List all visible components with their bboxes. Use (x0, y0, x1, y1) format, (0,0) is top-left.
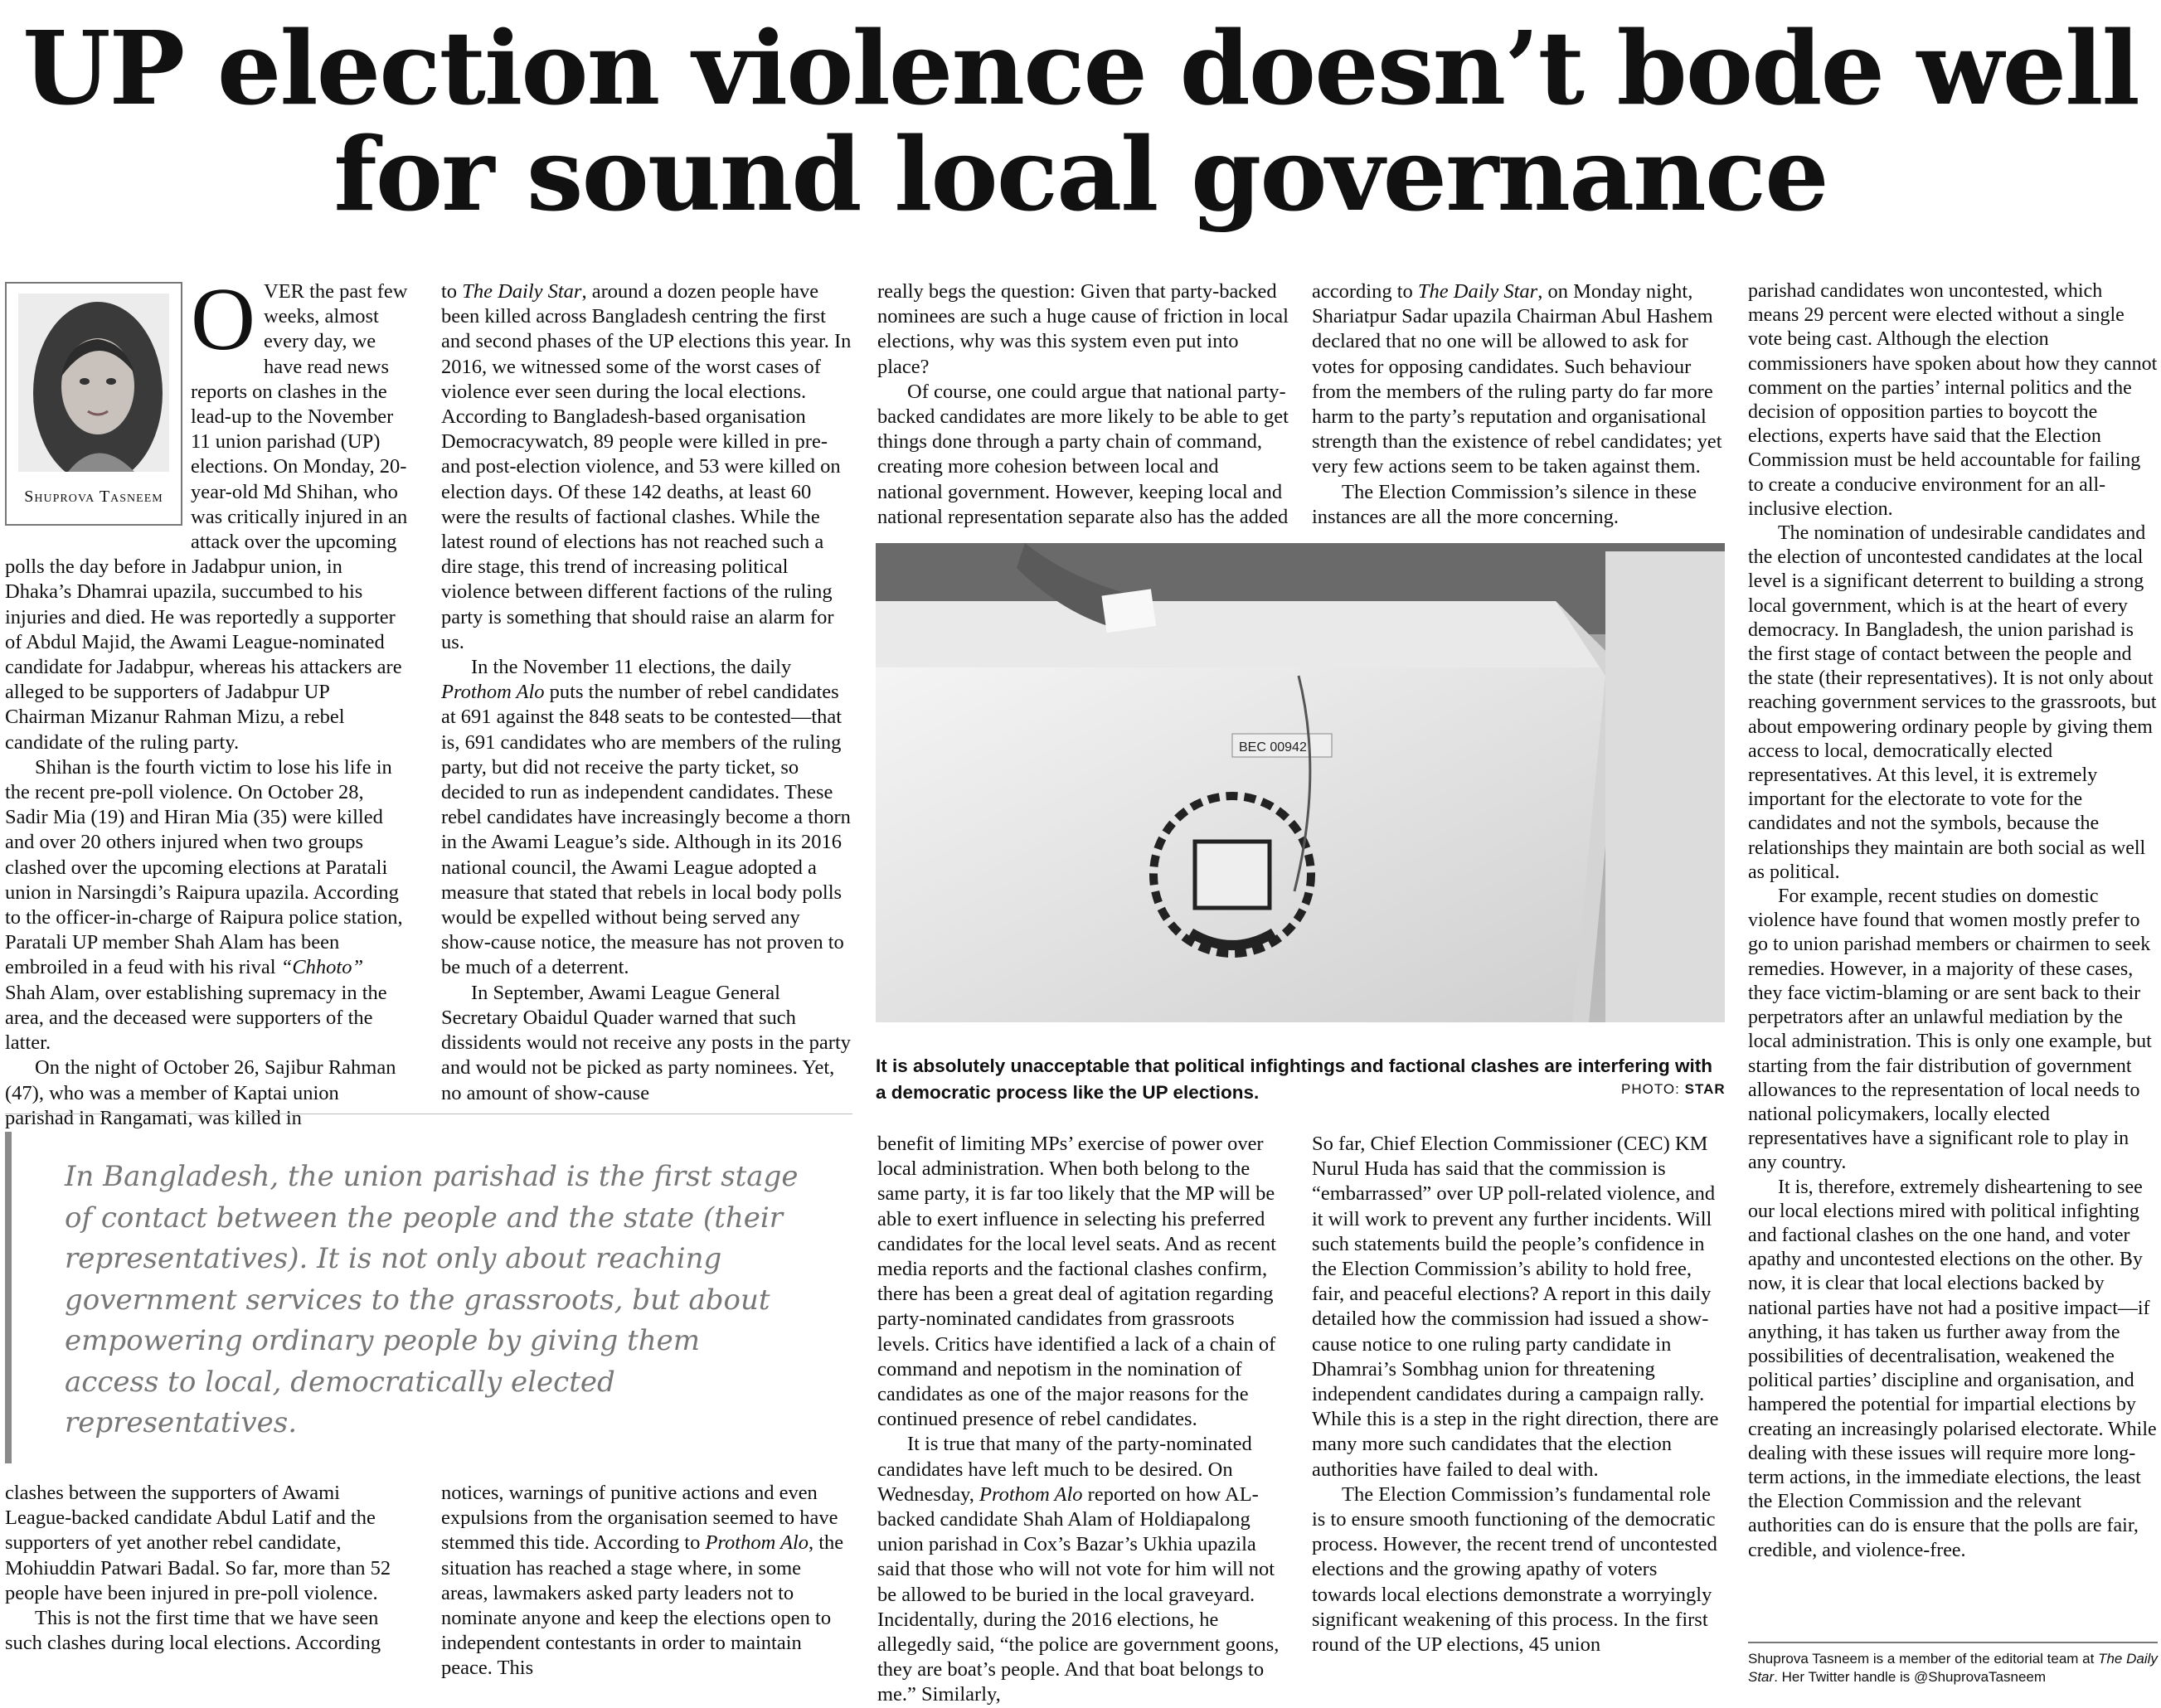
column-4-paragraph: So far, Chief Election Commissioner (CEC) KM Nurul Huda has said that the commission is “embarrassed” over UP poll-related violence, and it will work to prevent any further incidents. Will such statements build the people’s confidence in the Election Commission’s ability to hold free, fair, and peaceful elections? A report in this daily detailed how the commission had issued a show-cause notice to one ruling party candidate in Dhamrai’s Sombhag union for threatening independent candidates during a campaign rally. While this is a step in the right direction, there are many more such candidates that the election authorities have failed to deal with. (1312, 1133, 1719, 1481)
ballot-box-photo (876, 543, 1725, 1022)
column-2-paragraph: to The Daily Star, around a dozen people have been killed across Bangladesh centring the first and second phases of the UP elections this year. In 2016, we witnessed some of the worst cases of violence ever seen during the local elections. According to Bangladesh-based organisation Democracywatch, 89 people were killed in pre- and post-election violence, and 53 were killed on election days. Of these 142 deaths, at least 60 were the results of factional clashes. While the latest round of elections has not reached such a dire stage, this trend of increasing political violence between different factions of the ruling party is something that should raise an alarm for us. (441, 280, 852, 653)
column-3-paragraph: really begs the question: Given that party-backed nominees are such a huge cause of friction in local elections, why was this system even put into place? (877, 280, 1289, 378)
column-4-top (1312, 279, 1723, 530)
headline (0, 8, 2161, 234)
column-5-paragraph: For example, recent studies on domestic violence have found that women mostly prefer to go to union parishad members or chairmen to seek remedies. However, in a majority of these cases, they face victim-blaming or are sent back to their perpetrators after an unlawful mediation by the local administration. This is only one example, but starting from the fair distribution of government allowances to the representation of local needs to national policymakers, locally elected representatives have a significant role to play in any country. (1748, 886, 2152, 1174)
column-1-bottom (5, 1481, 408, 1656)
photo-credit: PHOTO: STAR (1621, 1081, 1726, 1097)
column-2-top (441, 279, 852, 1106)
column-2-paragraph: In the November 11 elections, the daily Prothom Alo puts the number of rebel candidates at 691 against the 848 seats to be contested—that is, 691 candidates who are members of the ruling party, but did not receive the party ticket, so decided to run as independent candidates. These rebel candidates have increasingly become a thorn in the Awami League’s side. Although in its 2016 national council, the Awami League adopted a measure that stated that rebels in local body polls would be expelled without being served any show-cause notice, the measure has not proven to be much of a deterrent. (441, 656, 851, 979)
ballot-box-illustration (876, 543, 1725, 1022)
column-2-paragraph: In September, Awami League General Secretary Obaidul Quader warned that such dissidents would not receive any posts in the party and would not be picked as party nominees. Yet, no amount of show-cause (441, 981, 851, 1104)
headline-line-2: for sound local governance (333, 114, 1828, 234)
box-serial-label: BEC 00942 (1239, 740, 1307, 755)
dropcap: O (191, 270, 255, 369)
column-4-paragraph: The Election Commission’s fundamental role is to ensure smooth functioning of the democratic process. However, the recent trend of uncontested elections and the growing apathy of voters towards local elections demonstrate a worryingly significant weakening of this process. In the first round of the UP elections, 45 union (1312, 1482, 1717, 1657)
column-1-paragraph: This is not the first time that we have seen such clashes during local elections. According (5, 1607, 381, 1655)
author-box-spacer (5, 279, 191, 532)
author-bio: Shuprova Tasneem is a member of the editorial team at The Daily Star. Her Twitter handle is @ShuprovaTasneem (1748, 1642, 2158, 1686)
column-4-paragraph: according to The Daily Star, on Monday night, Shariatpur Sadar upazila Chairman Abul Hashem declared that no one will be allowed to ask for votes for opposing candidates. Such behaviour from the members of the ruling party do far more harm to the party’s reputation and organisational strength than the existence of rebel candidates; yet very few actions seem to be taken against them. (1312, 280, 1722, 478)
column-3-paragraph: Of course, one could argue that national party-backed candidates are more likely to be able to get things done through a party chain of command, creating more cohesion between local and national government. However, keeping local and national representation separate also has the added (877, 380, 1289, 528)
column-3-top (877, 279, 1289, 530)
column-1-top (5, 270, 408, 1131)
column-5 (1748, 279, 2158, 1563)
column-1-paragraph: Shihan is the fourth victim to lose his life in the recent pre-poll violence. On October 28, Sadir Mia (19) and Hiran Mia (35) were killed and over 20 others injured when two groups clashed over the upcoming elections at Paratali union in Narsingdi’s Raipura upazila. According to the officer-in-charge of Raipura police station, Paratali UP member Shah Alam has been embroiled in a feud with his rival “Chhoto” Shah Alam, over establishing supremacy in the area, and the deceased were supporters of the latter. (5, 755, 403, 1055)
headline-line-1: UP election violence doesn’t bode well (22, 8, 2139, 128)
column-2-bottom (441, 1481, 852, 1681)
column-4-paragraph: The Election Commission’s silence in these instances are all the more concerning. (1312, 480, 1697, 528)
column-1-paragraph: On the night of October 26, Sajibur Rahman (47), who was a member of Kaptai union parishad in Rangamati, was killed in (5, 1056, 396, 1129)
pull-quote (5, 1132, 799, 1463)
column-2-paragraph: notices, warnings of punitive actions and even expulsions from the organisation seemed to have stemmed this tide. According to Prothom Alo, the situation has reached a stage where, in some areas, lawmakers asked party leaders not to nominate anyone and keep the elections open to independent contestants in order to maintain peace. This (441, 1482, 844, 1680)
column-5-paragraph: parishad candidates won uncontested, which means 29 percent were elected without a single vote being cast. Although the election commissioners have spoken about how they cannot comment on the parties’ internal politics and the decision of opposition parties to boycott the elections, experts have said that the Election Commission must be held accountable for failing to create a conducive environment for an all-inclusive election. (1748, 280, 2158, 520)
column-4-bottom (1312, 1132, 1723, 1657)
column-5-paragraph: It is, therefore, extremely disheartening to see our local elections mired with political infighting and factional clashes on the one hand, and voter apathy and uncontested elections on the other. By now, it is clear that local elections backed by national parties have not had a positive impact—if anything, it has taken us further away from the possibilities of decentralisation, weakened the political parties’ discipline and organisation, and hampered the potential for impartial elections by creating an increasingly polarised electorate. While dealing with these issues will require more long-term actions, in the immediate elections, the least the Election Commission and the relevant authorities can do is ensure that the polls are fair, credible, and violence-free. (1748, 1176, 2157, 1561)
pull-quote-text: In Bangladesh, the union parishad is the first stage of contact between the people and the state (their representatives). It is not only about reaching government services to the grassroots, but about empowering ordinary people by giving them access to local, democratically elected representatives. (65, 1160, 799, 1439)
column-3-paragraph: benefit of limiting MPs’ exercise of power over local administration. When both belong to the same party, it is far too likely that the MP will be able to exert influence in selecting his preferred candidates for the local level seats. And as recent media reports and the factional clashes confirm, there has been a great deal of agitation regarding party-nominated candidates from grassroots levels. Critics have identified a lack of a chain of command and nepotism in the nomination of candidates as one of the major reasons for the continued presence of rebel candidates. (877, 1133, 1276, 1431)
column-5-paragraph: The nomination of undesirable candidates and the election of uncontested candidates at the local level is a significant deterrent to building a strong local government, which is at the heart of every democracy. In Bangladesh, the union parishad is the first stage of contact between the people and the state (their representatives). It is not only about reaching government services to the grassroots, but about empowering ordinary people by giving them access to local, democratically elected representatives. At this level, it is extremely important for the electorate to vote for the candidates and not the symbols, because the relationships they maintain are both social as well as political. (1748, 522, 2157, 883)
column-1-paragraph: clashes between the supporters of Awami League-backed candidate Abdul Latif and the supporters of yet another rebel candidate, Mohiuddin Patwari Badal. So far, more than 52 people have been injured in pre-poll violence. (5, 1482, 391, 1604)
column-3-bottom (877, 1132, 1289, 1708)
column-1-lead-paragraph: OVER the past few weeks, almost every day, we have read news reports on clashes in the lead-up to the November 11 union parishad (UP) elections. On Monday, 20-year-old Md Shihan, who was critically injured in an attack over the upcoming polls the day before in Jadabpur union, in Dhaka’s Dhamrai upazila, succumbed to his injuries and died. He was reportedly a supporter of Abdul Majid, the Awami League-nominated candidate for Jadabpur, whereas his attackers are alleged to be supporters of Jadabpur UP Chairman Mizanur Rahman Mizu, a rebel candidate of the ruling party. (5, 270, 408, 754)
column-3-paragraph: It is true that many of the party-nominated candidates have left much to be desired. On Wednesday, Prothom Alo reported on how AL-backed candidate Shah Alam of Holdiapalong union parishad in Cox’s Bazar’s Ukhia upazila said that those who will not vote for him will not be allowed to be buried in the local graveyard. Incidentally, during the 2016 elections, he allegedly said, “the police are government goons, they are boat’s people. And that boat belongs to me.” Similarly, (877, 1433, 1280, 1706)
photo-caption: It is absolutely unacceptable that political infightings and factional clashes are interfering with a democratic process like the UP elections. (876, 1055, 1712, 1103)
author-name: Shuprova Tasneem (24, 488, 163, 506)
